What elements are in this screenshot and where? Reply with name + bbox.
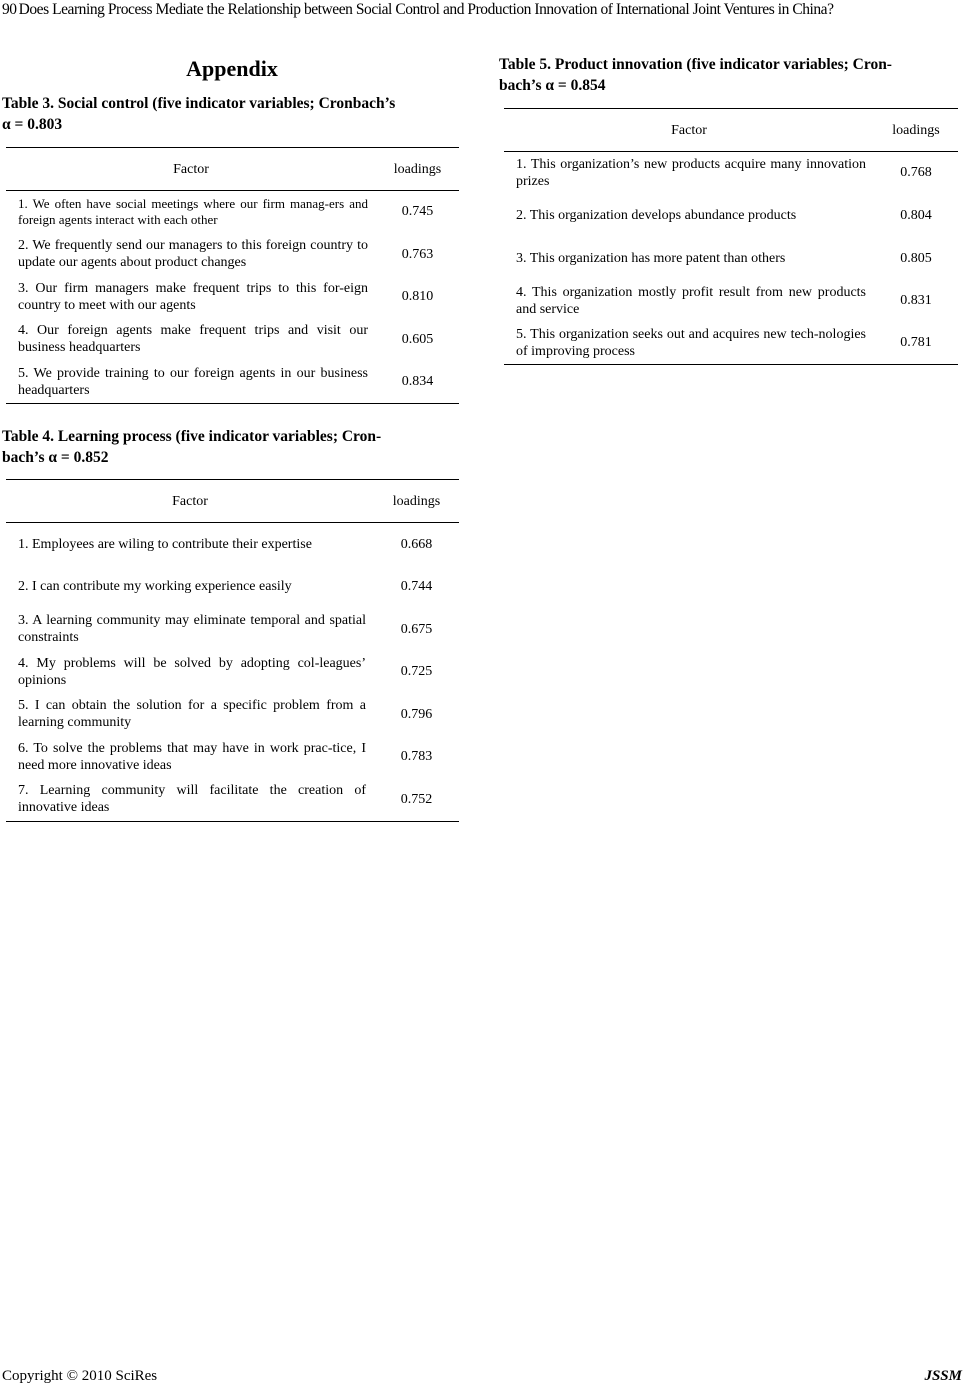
table3-row2-item: 2. We frequently send our managers to this foreign country to update our agents about product changes [18, 238, 368, 270]
table-row [6, 608, 459, 651]
table5 [504, 108, 958, 365]
table5-caption-line1: Table 5. Product innovation (five indicator variables; Cron- [499, 56, 892, 73]
table3-row3-item: 3. Our firm managers make frequent trips to this for-eign country to meet with our agents [18, 280, 368, 313]
table5-header-factor: Factor [504, 109, 874, 152]
table4-row1-item: 1. Employees are wiling to contribute their expertise [18, 536, 312, 552]
running-title: Does Learning Process Mediate the Relationship between Social Control and Production Innovation of International Joint Ventures in China? [18, 1, 834, 18]
table4 [6, 479, 459, 822]
table5-row2-item: 2. This organization develops abundance products [516, 207, 797, 223]
table4-header-factor: Factor [6, 480, 374, 523]
table3-header-factor: Factor [6, 148, 376, 191]
table4-caption [2, 426, 462, 468]
table3-header-loadings: loadings [376, 148, 459, 191]
table5-row4-loading: 0.831 [900, 293, 932, 308]
table3 [6, 147, 459, 404]
table4-row4-item: 4. My problems will be solved by adopting col-leagues’ opinions [18, 655, 366, 688]
table5-row1-loading: 0.768 [900, 165, 932, 181]
table4-row2-item: 2. I can contribute my working experience easily [18, 579, 292, 594]
table4-row3-item: 3. A learning community may eliminate temporal and spatial constraints [18, 613, 366, 645]
table-row [6, 318, 459, 361]
table-row [6, 276, 459, 318]
table3-caption [2, 93, 462, 135]
table4-row6-loading: 0.783 [400, 749, 433, 764]
table-row [6, 736, 459, 778]
table4-row5-loading: 0.796 [400, 706, 433, 722]
table-row [6, 778, 459, 822]
table5-caption [499, 54, 961, 96]
table5-row4-item: 4. This organization mostly profit result from new products and service [516, 284, 866, 317]
table3-row1-loading: 0.745 [401, 204, 434, 220]
table-row [504, 280, 958, 322]
table-row [504, 194, 958, 237]
table3-row4-loading: 0.605 [401, 331, 434, 347]
table5-caption-line2: bach’s α = 0.854 [499, 77, 606, 94]
table-row [6, 693, 459, 736]
table5-row1-item: 1. This organization’s new products acquire many innovation prizes [516, 156, 866, 189]
table4-row3-loading: 0.675 [400, 621, 433, 637]
table-row [6, 566, 459, 608]
table4-row1-loading: 0.668 [400, 536, 433, 552]
table4-row2-loading: 0.744 [400, 579, 433, 594]
table3-row2-loading: 0.763 [401, 246, 434, 262]
table3-row5-item: 5. We provide training to our foreign agents in our business headquarters [18, 365, 368, 398]
table4-row5-item: 5. I can obtain the solution for a specific problem from a learning community [18, 698, 366, 730]
table3-row3-loading: 0.810 [401, 289, 434, 304]
table-row [6, 523, 459, 566]
journal-abbreviation: JSSM [924, 1368, 962, 1384]
table-row [504, 322, 958, 365]
table4-row4-loading: 0.725 [400, 664, 433, 679]
copyright-notice: Copyright © 2010 SciRes [2, 1368, 158, 1384]
table-row [6, 361, 459, 404]
appendix-heading: Appendix [186, 56, 278, 81]
table3-caption-line1: Table 3. Social control (five indicator variables; Cronbach’s [2, 95, 396, 112]
table3-row5-loading: 0.834 [401, 374, 434, 390]
table4-header-loadings: loadings [374, 480, 459, 523]
table3-caption-line2: α = 0.803 [2, 116, 63, 133]
table-row [6, 191, 459, 233]
table4-row6-item: 6. To solve the problems that may have in work prac-tice, I need more innovative ideas [18, 740, 366, 773]
table5-row2-loading: 0.804 [900, 207, 932, 223]
running-header [2, 0, 964, 20]
table4-caption-line1: Table 4. Learning process (five indicator variables; Cron- [2, 428, 382, 445]
table-row [6, 651, 459, 693]
table-row [504, 237, 958, 280]
table3-row4-item: 4. Our foreign agents make frequent trips and visit our business headquarters [18, 323, 368, 355]
table5-row5-item: 5. This organization seeks out and acquires new tech-nologies of improving process [516, 326, 866, 359]
table4-row7-item: 7. Learning community will facilitate the creation of innovative ideas [18, 783, 366, 816]
table-row [6, 233, 459, 276]
table5-row5-loading: 0.781 [900, 335, 932, 351]
page-number: 90 [2, 1, 17, 18]
table5-row3-item: 3. This organization has more patent than others [516, 250, 786, 266]
table3-row1-item: 1. We often have social meetings where our firm manag-ers and foreign agents interact with each other [18, 195, 368, 227]
table4-caption-line2: bach’s α = 0.852 [2, 449, 109, 466]
table5-header-loadings: loadings [874, 109, 958, 152]
table4-row7-loading: 0.752 [400, 791, 433, 807]
table-row [504, 152, 958, 194]
table5-row3-loading: 0.805 [900, 250, 932, 266]
